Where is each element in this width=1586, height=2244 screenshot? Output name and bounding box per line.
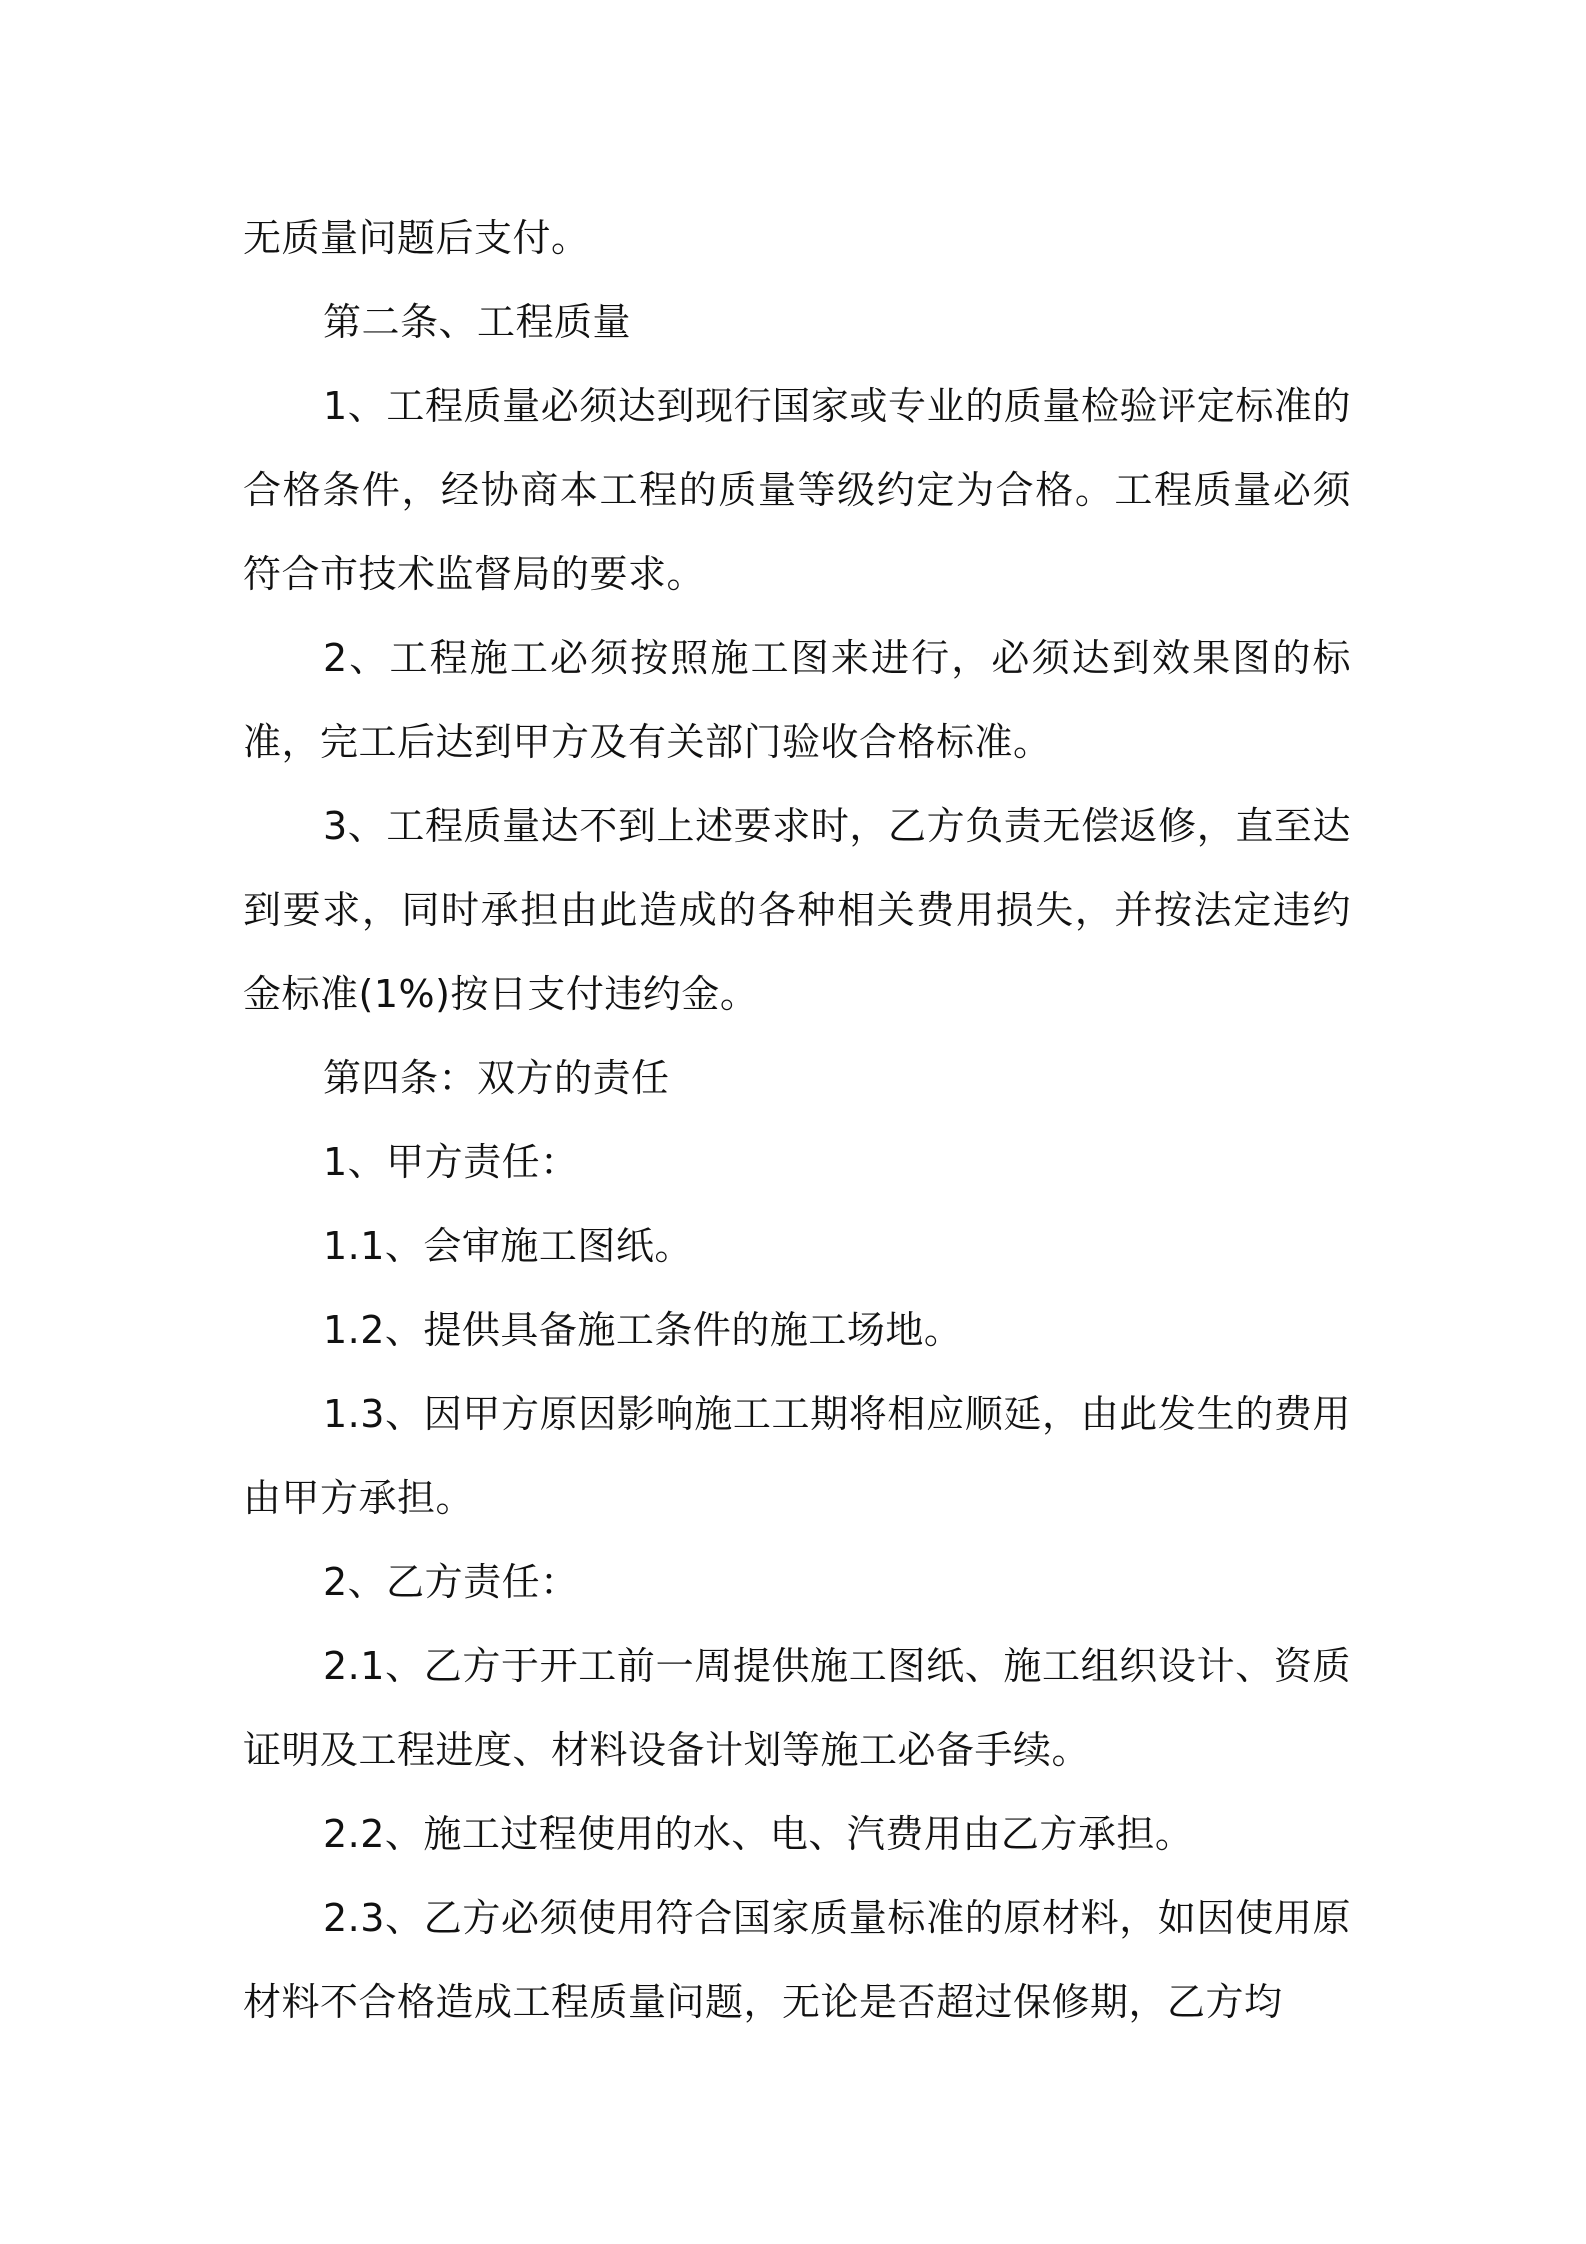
- paragraph-party-a-1-3: 1.3、因甲方原因影响施工工期将相应顺延，由此发生的费用由甲方承担。: [243, 1392, 1351, 1520]
- paragraph-party-a-1-2: 1.2、提供具备施工条件的施工场地。: [323, 1308, 963, 1352]
- paragraph-party-a-1-1: 1.1、会审施工图纸。: [323, 1224, 693, 1268]
- document-body: [243, 196, 1351, 2044]
- paragraph-quality-3: 3、工程质量达不到上述要求时，乙方负责无偿返修，直至达到要求，同时承担由此造成的各种相关费用损失，并按法定违约金标准(1%)按日支付违约金。: [243, 804, 1351, 1016]
- paragraph-party-b-2-3: 2.3、乙方必须使用符合国家质量标准的原材料，如因使用原材料不合格造成工程质量问题，无论是否超过保修期，乙方均: [243, 1896, 1351, 2024]
- paragraph-party-b-2-2: 2.2、施工过程使用的水、电、汽费用由乙方承担。: [323, 1812, 1194, 1856]
- subheading-party-b: 2、乙方责任：: [323, 1560, 579, 1604]
- section-heading-article-2: 第二条、工程质量: [323, 300, 632, 344]
- paragraph-quality-2: 2、工程施工必须按照施工图来进行，必须达到效果图的标准，完工后达到甲方及有关部门验收合格标准。: [243, 636, 1351, 764]
- paragraph-party-b-2-1: 2.1、乙方于开工前一周提供施工图纸、施工组织设计、资质证明及工程进度、材料设备计划等施工必备手续。: [243, 1644, 1351, 1772]
- subheading-party-a: 1、甲方责任：: [323, 1140, 579, 1184]
- paragraph-continuation: 无质量问题后支付。: [243, 216, 590, 260]
- section-heading-article-4: 第四条：双方的责任: [323, 1056, 670, 1100]
- paragraph-quality-1: 1、工程质量必须达到现行国家或专业的质量检验评定标准的合格条件，经协商本工程的质量等级约定为合格。工程质量必须符合市技术监督局的要求。: [243, 384, 1351, 596]
